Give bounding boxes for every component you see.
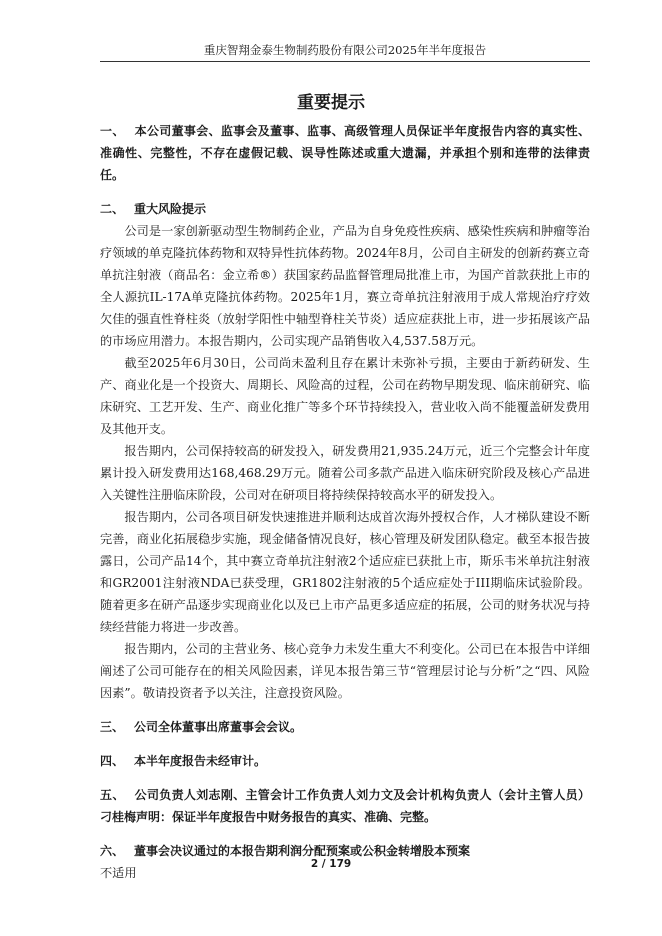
section-text: 公司全体董事出席董事会会议。 bbox=[134, 720, 303, 734]
section-text: 重大风险提示 bbox=[134, 202, 207, 216]
section-2 bbox=[100, 198, 590, 704]
section-text: 本公司董事会、监事会及董事、监事、高级管理人员保证半年度报告内容的真实性、准确性、完整性，不存在虚假记载、误导性陈述或重大遗漏，并承担个别和连带的法律责任。 bbox=[100, 124, 590, 182]
paragraph: 截至2025年6月30日，公司尚未盈利且存在累计未弥补亏损，主要由于新药研发、生产、商业化是一个投资大、周期长、风险高的过程，公司在药物早期发现、临床前研究、临床研究、工艺开发、生产、商业化推广等多个环节持续投入，营业收入尚不能覆盖研发费用及其他开支。 bbox=[100, 356, 590, 436]
section-heading bbox=[100, 750, 590, 772]
section-body: 不适用 bbox=[100, 866, 137, 880]
section-number: 一、 bbox=[100, 124, 125, 138]
section-heading bbox=[100, 198, 590, 220]
section-1 bbox=[100, 120, 590, 186]
paragraph: 公司是一家创新驱动型生物制药企业，产品为自身免疫性疾病、感染性疾病和肿瘤等治疗领域的单克隆抗体药物和双特异性抗体药物。2024年8月，公司自主研发的创新药赛立奇单抗注射液（商品名：金立希®）获国家药品监督管理局批准上市，为国产首款获批上市的全人源抗IL-17A单克隆抗体药物。2025年1月，赛立奇单抗注射液用于成人常规治疗疗效欠佳的强直性脊柱炎（放射学阳性中轴型脊柱关节炎）适应症获批上市，进一步拓展该产品的市场应用潜力。本报告期内，公司实现产品销售收入4,537.58万元。 bbox=[100, 224, 590, 348]
section-text: 本半年度报告未经审计。 bbox=[134, 754, 267, 768]
section-number: 五、 bbox=[100, 788, 125, 802]
section-heading bbox=[100, 120, 590, 186]
paragraph: 报告期内，公司的主营业务、核心竞争力未发生重大不利变化。公司已在本报告中详细阐述了公司可能存在的相关风险因素，详见本报告第三节“管理层讨论与分析”之“四、风险因素”。敬请投资者予以关注，注意投资风险。 bbox=[100, 642, 590, 700]
document-body bbox=[100, 120, 590, 884]
section-number: 六、 bbox=[100, 844, 125, 858]
paragraph: 报告期内，公司各项目研发快速推进并顺利达成首次海外授权合作，人才梯队建设不断完善，商业化拓展稳步实施，现金储备情况良好，核心管理及研发团队稳定。截至本报告披露日，公司产品14个，其中赛立奇单抗注射液2个适应症已获批上市，斯乐韦米单抗注射液和GR2001注射液NDA已获受理，GR1802注射液的5个适应症处于III期临床试验阶段。随着更多在研产品逐步实现商业化以及已上市产品更多适应症的拓展，公司的财务状况与持续经营能力将进一步改善。 bbox=[100, 510, 590, 634]
running-header: 重庆智翔金泰生物制药股份有限公司2025年半年度报告 bbox=[100, 42, 590, 62]
section-heading bbox=[100, 784, 590, 828]
section-3 bbox=[100, 716, 590, 738]
section-number: 三、 bbox=[100, 720, 125, 734]
section-text: 公司负责人刘志刚、主管会计工作负责人刘力文及会计机构负责人（会计主管人员）刁桂梅声明：保证半年度报告中财务报告的真实、准确、完整。 bbox=[100, 788, 590, 824]
section-4 bbox=[100, 750, 590, 772]
section-heading bbox=[100, 716, 590, 738]
section-5 bbox=[100, 784, 590, 828]
page-number: 2 / 179 bbox=[310, 858, 352, 870]
section-number: 二、 bbox=[100, 202, 125, 216]
section-number: 四、 bbox=[100, 754, 125, 768]
section-text: 董事会决议通过的本报告期利润分配预案或公积金转增股本预案 bbox=[134, 844, 471, 858]
paragraph: 报告期内，公司保持较高的研发投入，研发费用21,935.24万元，近三个完整会计年度累计投入研发费用达168,468.29万元。随着公司多款产品进入临床研究阶段及核心产品进入关键性注册临床阶段，公司对在研项目将持续保持较高水平的研发投入。 bbox=[100, 444, 590, 502]
page-title: 重要提示 bbox=[297, 93, 365, 113]
